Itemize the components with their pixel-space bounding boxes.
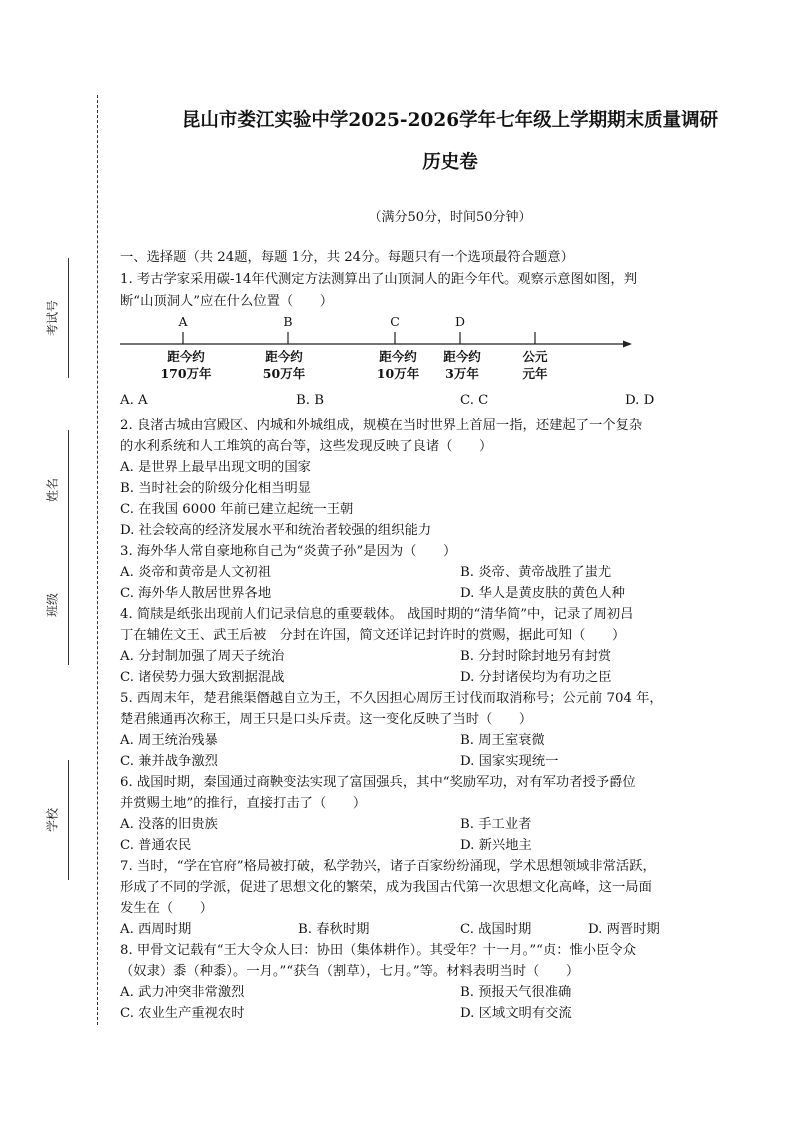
q3-stem-line1: 3. 海外华人常自豪地称自己为“炎黄子孙”是因为（ ）: [120, 544, 457, 559]
q6-stem-line1: 6. 战国时期，秦国通过商鞅变法实现了富国强兵，其中“奖励军功，对有军功者授予爵位: [120, 775, 636, 790]
q5-option-a[interactable]: A. 周王统治残暴: [120, 733, 218, 748]
exam-meta: （满分50分，时间50分钟）: [368, 210, 532, 225]
timeline-axis: [120, 312, 640, 352]
q2-option-d[interactable]: D. 社会较高的经济发展水平和统治者较强的组织能力: [120, 523, 432, 538]
q3-option-a[interactable]: A. 炎帝和黄帝是人文初祖: [120, 565, 272, 580]
timeline-point-1: [160, 348, 211, 382]
q5-stem-line1: 5. 西周末年，楚君熊渠僭越自立为王，不久因担心周厉王讨伐而取消称号；公元前 704 年，: [120, 691, 663, 706]
q4-option-b[interactable]: B. 分封时除封地另有封赏: [460, 649, 612, 664]
q5-option-c[interactable]: C. 兼并战争激烈: [120, 754, 218, 769]
q7-stem-line2: 形成了不同的学派，促进了思想文化的繁荣，成为我国古代第一次思想文化高峰，这一局面: [120, 880, 652, 895]
q3-option-c[interactable]: C. 海外华人散居世界各地: [120, 586, 272, 601]
timeline-point-2-line2: 50万年: [262, 366, 306, 381]
timeline-point-1-line2: 170万年: [160, 366, 212, 381]
q4-option-c[interactable]: C. 诸侯势力强大致割据混战: [120, 670, 285, 685]
q5-option-d[interactable]: D. 国家实现统一: [460, 754, 559, 769]
school-label: 学校: [45, 807, 60, 833]
q8-option-a[interactable]: A. 武力冲突非常激烈: [120, 985, 245, 1000]
timeline-diagram: [120, 312, 640, 382]
timeline-point-3-line2: 10万年: [376, 366, 420, 381]
q2-option-b[interactable]: B. 当时社会的阶级分化相当明显: [120, 481, 312, 496]
timeline-point-2: [263, 348, 305, 382]
q1-option-b[interactable]: B. B: [296, 393, 324, 408]
q4-option-a[interactable]: A. 分封制加强了周天子统治: [120, 649, 285, 664]
exam-title: 昆山市娄江实验中学2025-2026学年七年级上学期期末质量调研: [181, 110, 719, 131]
q7-option-c[interactable]: C. 战国时期: [460, 922, 532, 937]
q2-option-a[interactable]: A. 是世界上最早出现文明的国家: [120, 460, 311, 475]
q2-option-c[interactable]: C. 在我国 6000 年前已建立起统一王朝: [120, 502, 354, 517]
section-heading: 一、选择题（共 24题，每题 1分，共 24分。每题只有一个选项最符合题意）: [120, 250, 574, 265]
q7-option-a[interactable]: A. 西周时期: [120, 922, 192, 937]
exam-number-field[interactable]: [40, 258, 80, 378]
q2-stem-line2: 的水利系统和人工堆筑的高台等，这些发现反映了良诸（ ）: [120, 439, 493, 454]
q8-option-d[interactable]: D. 区域文明有交流: [460, 1006, 572, 1021]
q1-option-d[interactable]: D. D: [625, 393, 655, 408]
timeline-point-5-line1: 公元: [522, 349, 548, 364]
q1-option-c[interactable]: C. C: [460, 393, 489, 408]
q4-option-d[interactable]: D. 分封诸侯均为有功之臣: [460, 670, 612, 685]
timeline-point-4-line2: 3万年: [445, 366, 479, 381]
q8-stem-line2: （奴隶）黍（种黍）。一月。”“获刍（割草），七月。”等。材料表明当时（ ）: [120, 964, 580, 979]
timeline-label-d: D: [454, 314, 466, 329]
timeline-label-a: A: [178, 314, 188, 329]
binding-dashed-line: [97, 95, 98, 1025]
q6-option-b[interactable]: B. 手工业者: [460, 817, 532, 832]
exam-subtitle: 历史卷: [422, 152, 478, 173]
timeline-label-b: B: [283, 314, 293, 329]
school-field[interactable]: [40, 760, 80, 880]
q6-option-a[interactable]: A. 没落的旧贵族: [120, 817, 218, 832]
q1-option-a[interactable]: A. A: [120, 393, 148, 408]
school-underline: [68, 760, 69, 880]
name-label: 姓名: [45, 477, 60, 503]
q7-option-b[interactable]: B. 春秋时期: [298, 922, 370, 937]
timeline-point-5: [522, 348, 547, 382]
q1-stem-line1: 1. 考古学家采用碳-14年代测定方法测算出了山顶洞人的距今年代。观察示意图如图，判: [120, 272, 638, 287]
exam-number-underline: [68, 258, 69, 378]
timeline-point-4: [443, 348, 481, 382]
timeline-label-c: C: [390, 314, 400, 329]
q4-stem-line1: 4. 简牍是纸张出现前人们记录信息的重要载体。 战国时期的“清华简”中，记录了周初吕: [120, 607, 634, 622]
q8-stem-line1: 8. 甲骨文记载有“王大令众人曰：协田（集体耕作）。其受年？十一月。”“贞：惟小臣令众: [120, 943, 636, 958]
q7-option-d[interactable]: D. 两晋时期: [588, 922, 660, 937]
q5-option-b[interactable]: B. 周王室衰微: [460, 733, 545, 748]
q7-stem-line3: 发生在（ ）: [120, 901, 214, 916]
q6-option-c[interactable]: C. 普通农民: [120, 838, 192, 853]
class-label: 班级: [45, 592, 60, 618]
q8-option-c[interactable]: C. 农业生产重视农时: [120, 1006, 245, 1021]
timeline-point-5-line2: 元年: [522, 366, 548, 381]
class-field[interactable]: [40, 545, 80, 665]
name-field[interactable]: [40, 430, 80, 550]
timeline-point-3: [377, 348, 419, 382]
q2-stem-line1: 2. 良渚古城由宫殿区、内城和外城组成，规模在当时世界上首屈一指，还建起了一个复杂: [120, 418, 643, 433]
q3-option-d[interactable]: D. 华人是黄皮肤的黄色人种: [460, 586, 625, 601]
q1-stem-line2: 断“山顶洞人”应在什么位置（ ）: [120, 294, 334, 309]
exam-number-label: 考试号: [45, 299, 60, 337]
q4-stem-line2: 丁在辅佐文王、武王后被 分封在许国，简文还详记封许时的赏赐，据此可知（ ）: [120, 628, 626, 643]
q5-stem-line2: 楚君熊通再次称王，周王只是口头斥责。这一变化反映了当时（ ）: [120, 712, 533, 727]
timeline-point-3-line1: 距今约: [379, 349, 417, 364]
timeline-point-4-line1: 距今约: [443, 349, 481, 364]
timeline-point-1-line1: 距今约: [167, 349, 205, 364]
q3-option-b[interactable]: B. 炎帝、黄帝战胜了蚩尤: [460, 565, 612, 580]
q6-option-d[interactable]: D. 新兴地主: [460, 838, 532, 853]
q7-stem-line1: 7. 当时，“学在官府”格局被打破，私学勃兴，诸子百家纷纷涌现，学术思想领域非常活跃，: [120, 859, 656, 874]
timeline-point-2-line1: 距今约: [265, 349, 303, 364]
name-underline: [68, 430, 69, 550]
class-underline: [68, 545, 69, 665]
q8-option-b[interactable]: B. 预报天气很准确: [460, 985, 572, 1000]
q6-stem-line2: 并赏赐土地”的推行，直接打击了（ ）: [120, 796, 367, 811]
